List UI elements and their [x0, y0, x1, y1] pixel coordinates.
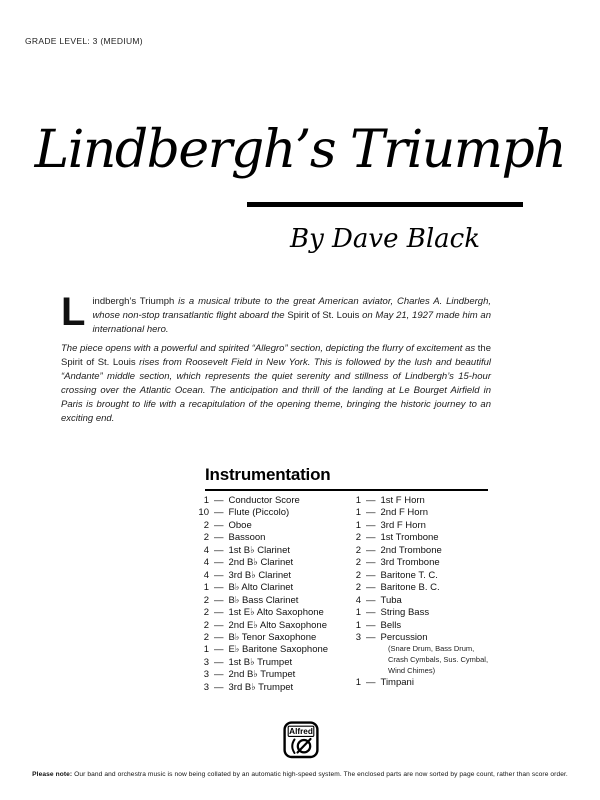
- instrument-name: 1st E♭ Alto Saxophone: [228, 607, 324, 619]
- dash-separator: —: [366, 495, 376, 506]
- dash-separator: —: [214, 619, 224, 631]
- instrument-name: 3rd B♭ Trumpet: [228, 681, 294, 693]
- instrument-name: 2nd B♭ Trumpet: [228, 669, 296, 681]
- instrument-row: [196, 507, 346, 519]
- instrument-name: Baritone B. C.: [380, 582, 440, 594]
- program-notes: [61, 290, 491, 426]
- dash-separator: —: [366, 507, 376, 519]
- instrument-row: [196, 669, 346, 681]
- instrument-row: [348, 545, 508, 557]
- dash-separator: —: [214, 569, 224, 581]
- composer-byline: By Dave Black: [290, 224, 480, 254]
- dash-separator: —: [366, 582, 376, 594]
- instrument-name: Percussion: [380, 631, 428, 643]
- dash-separator: —: [366, 569, 376, 581]
- percussion-note-line: Crash Cymbals, Sus. Cymbal,: [388, 655, 489, 665]
- instrument-row: [348, 507, 508, 519]
- dash-separator: —: [214, 507, 224, 519]
- instrument-name: Bassoon: [228, 532, 266, 544]
- instrument-name: 1st F Horn: [380, 495, 425, 506]
- dash-separator: —: [366, 607, 376, 619]
- dash-separator: —: [214, 594, 224, 606]
- instrument-row: [348, 570, 508, 582]
- instrument-row: [196, 644, 346, 656]
- instrument-quantity: 1: [355, 619, 361, 631]
- instrument-quantity: 2: [203, 519, 209, 531]
- instrument-name: 2nd E♭ Alto Saxophone: [228, 619, 328, 631]
- instrument-row: [196, 570, 346, 582]
- instrument-quantity: 3: [203, 681, 209, 693]
- instrument-quantity: 2: [203, 619, 209, 631]
- instrument-name: Oboe: [228, 519, 252, 531]
- dash-separator: —: [214, 631, 224, 643]
- text-segment: the Spirit of St. Louis: [61, 343, 491, 368]
- drop-cap: L: [61, 290, 86, 334]
- instrument-quantity: 2: [355, 532, 361, 544]
- text-segment: The piece opens with a powerful and spirited “Allegro” section, depicting the flurry of excitement as: [61, 343, 478, 354]
- instrument-row: [348, 607, 508, 619]
- instrument-quantity: 1: [355, 676, 361, 688]
- dash-separator: —: [366, 619, 376, 631]
- instrument-name: Conductor Score: [228, 495, 300, 506]
- instrument-quantity: 2: [203, 631, 209, 643]
- instrument-row: [196, 557, 346, 569]
- dash-separator: —: [214, 582, 224, 594]
- instrument-name: Timpani: [380, 676, 414, 688]
- dash-separator: —: [366, 532, 376, 544]
- instrument-name: 3rd B♭ Clarinet: [228, 569, 292, 581]
- instrument-row: [196, 657, 346, 669]
- instrument-row: [348, 677, 508, 689]
- alfred-logo-text: Alfred: [289, 727, 313, 737]
- instrument-quantity: 1: [203, 582, 209, 594]
- dash-separator: —: [366, 594, 376, 606]
- grade-level-label: GRADE LEVEL: 3 (MEDIUM): [25, 36, 143, 46]
- instrument-quantity: 1: [203, 644, 209, 656]
- instrument-name: 1st B♭ Clarinet: [228, 544, 291, 556]
- instrument-row: [196, 532, 346, 544]
- instrument-quantity: 4: [355, 594, 361, 606]
- dash-separator: —: [214, 656, 224, 668]
- dash-separator: —: [214, 495, 224, 506]
- dash-separator: —: [214, 557, 224, 569]
- instrument-quantity: 2: [355, 582, 361, 594]
- instrument-quantity: 2: [203, 607, 209, 619]
- text-segment: is a musical tribute to the great American aviator, Charles A. Lindbergh, whose non-stop transatlantic flight aboard the: [92, 296, 491, 321]
- instrumentation-heading: Instrumentation: [205, 465, 331, 484]
- footer-note: [0, 771, 600, 778]
- instrument-name: 2nd F Horn: [380, 507, 429, 519]
- instrument-name: 1st Trombone: [380, 532, 439, 544]
- instrument-quantity: 10: [198, 507, 209, 519]
- instrumentation-right-column: [348, 495, 508, 689]
- instrument-name: 3rd Trombone: [380, 557, 440, 569]
- instrument-quantity: 4: [203, 569, 209, 581]
- text-segment: indbergh’s Triumph: [92, 296, 179, 307]
- percussion-note-line: (Snare Drum, Bass Drum,: [388, 644, 475, 654]
- percussion-note-line: Wind Chimes): [388, 666, 436, 676]
- instrument-row: [348, 582, 508, 594]
- text-segment: on May 21, 1927 made him an international hero.: [92, 310, 491, 335]
- instrument-row: [196, 595, 346, 607]
- instrument-row: [196, 620, 346, 632]
- dash-separator: —: [366, 631, 376, 643]
- text-segment: Spirit of St. Louis: [287, 310, 363, 321]
- title-divider-rule: [247, 202, 523, 207]
- alfred-publisher-logo: [283, 721, 319, 764]
- instrument-name: Bells: [380, 619, 402, 631]
- dash-separator: —: [214, 607, 224, 619]
- instrument-quantity: 2: [203, 594, 209, 606]
- instrument-quantity: 4: [203, 544, 209, 556]
- dash-separator: —: [214, 669, 224, 681]
- alfred-logo-icon: [283, 721, 319, 759]
- instrument-name: 3rd F Horn: [380, 519, 426, 531]
- instrument-quantity: 3: [203, 669, 209, 681]
- text-segment: rises from Roosevelt Field in New York. This is followed by the lush and beautiful “Andante” middle section, which represents the quiet serenity and stillness of Lindbergh’s 15-hour crossing over the Atlantic Ocean. The anticipation and thrill of the landing at Le Bourget Airfield in Paris is brought to life with a recapitulation of the opening theme, bringing the historic journey to an exciting end.: [61, 357, 491, 424]
- instrument-row: [348, 557, 508, 569]
- instrument-row: [196, 520, 346, 532]
- instrument-quantity: 1: [355, 507, 361, 519]
- instrument-name: Tuba: [380, 594, 402, 606]
- instrument-name: Flute (Piccolo): [228, 507, 290, 519]
- footer-note-text: Our band and orchestra music is now being collated by an automatic high-speed system. The enclosed parts are now sorted by page count, rather than score order.: [74, 771, 568, 778]
- dash-separator: —: [214, 519, 224, 531]
- footer-note-label: Please note:: [32, 771, 73, 778]
- dash-separator: —: [366, 544, 376, 556]
- instrument-row: [196, 632, 346, 644]
- instrument-quantity: 1: [355, 519, 361, 531]
- instrument-quantity: 1: [355, 495, 361, 506]
- instrument-name: 1st B♭ Trumpet: [228, 656, 293, 668]
- dash-separator: —: [214, 681, 224, 693]
- instrument-row: [348, 495, 508, 507]
- dash-separator: —: [366, 557, 376, 569]
- instrument-quantity: 1: [203, 495, 209, 506]
- instrumentation-section-header: [205, 465, 488, 491]
- program-notes-paragraph-2: [61, 342, 491, 426]
- instrument-quantity: 3: [355, 631, 361, 643]
- instrument-quantity: 1: [355, 607, 361, 619]
- instrument-row: [196, 545, 346, 557]
- percussion-detail-note: [388, 644, 508, 676]
- instrument-row: [348, 595, 508, 607]
- instrument-quantity: 2: [355, 544, 361, 556]
- instrument-name: B♭ Bass Clarinet: [228, 594, 299, 606]
- instrument-name: B♭ Tenor Saxophone: [228, 631, 317, 643]
- instrument-name: B♭ Alto Clarinet: [228, 582, 294, 594]
- dash-separator: —: [214, 544, 224, 556]
- program-notes-paragraph-1: [61, 290, 491, 337]
- dash-separator: —: [366, 676, 376, 688]
- instrument-quantity: 4: [203, 557, 209, 569]
- instrumentation-left-column: [196, 495, 346, 694]
- instrument-name: E♭ Baritone Saxophone: [228, 644, 329, 656]
- instrument-name: Baritone T. C.: [380, 569, 438, 581]
- instrument-quantity: 2: [203, 532, 209, 544]
- page-title: Lindbergh’s Triumph: [34, 120, 566, 180]
- instrument-quantity: 3: [203, 656, 209, 668]
- dash-separator: —: [366, 519, 376, 531]
- instrument-row: [348, 532, 508, 544]
- instrument-row: [196, 582, 346, 594]
- instrument-row: [348, 632, 508, 644]
- instrument-row: [196, 495, 346, 507]
- instrument-name: 2nd B♭ Clarinet: [228, 557, 294, 569]
- dash-separator: —: [214, 644, 224, 656]
- instrument-name: String Bass: [380, 607, 430, 619]
- instrument-row: [196, 607, 346, 619]
- instrument-row: [348, 520, 508, 532]
- instrument-quantity: 2: [355, 569, 361, 581]
- instrument-row: [196, 682, 346, 694]
- instrument-name: 2nd Trombone: [380, 544, 442, 556]
- dash-separator: —: [214, 532, 224, 544]
- instrument-row: [348, 620, 508, 632]
- instrument-quantity: 2: [355, 557, 361, 569]
